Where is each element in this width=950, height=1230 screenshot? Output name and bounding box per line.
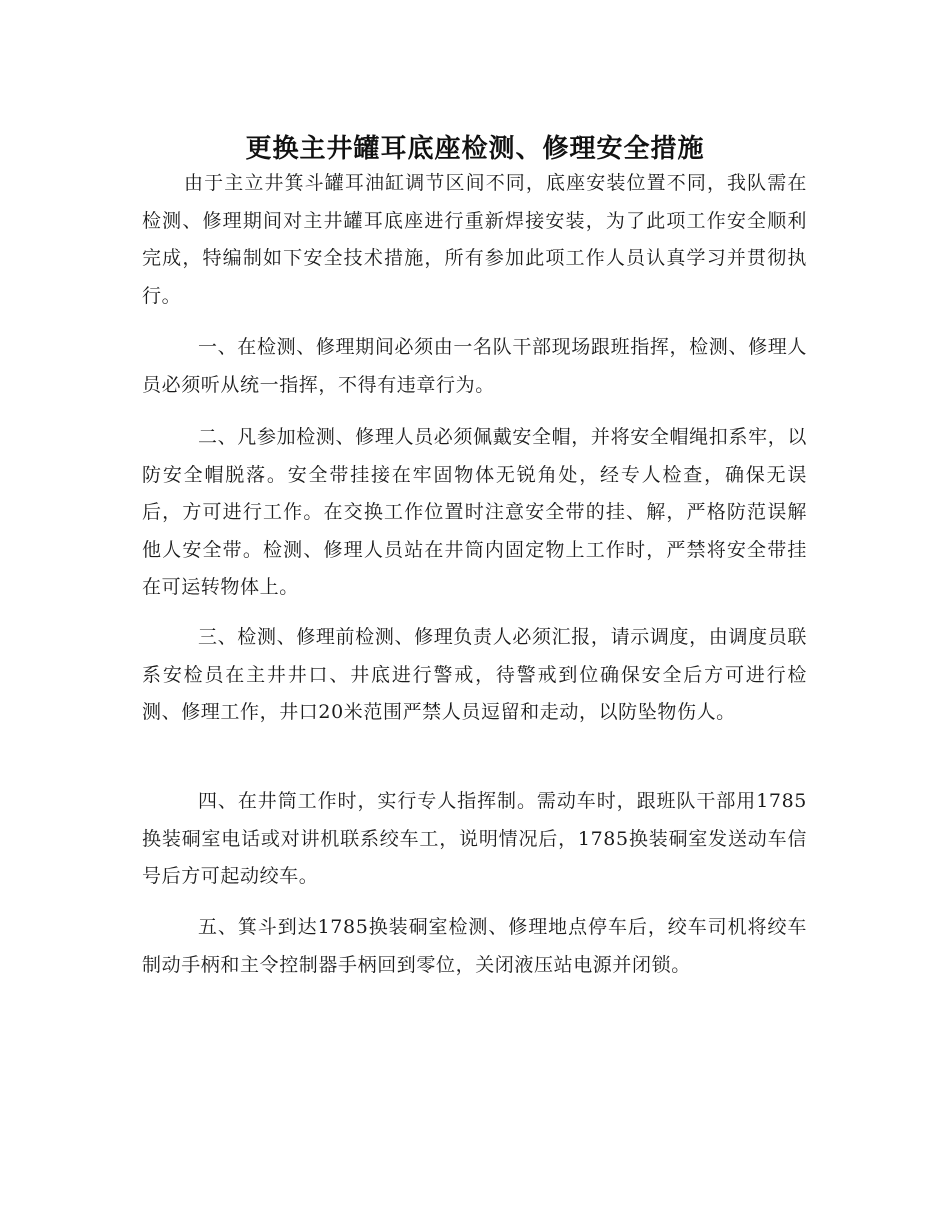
intro-paragraph: 由于主立井箕斗罐耳油缸调节区间不同，底座安装位置不同，我队需在检测、修理期间对主井罐耳底座进行重新焊接安装，为了此项工作安全顺利完成，特编制如下安全技术措施，所有参加此项工作人员认真学习并贯彻执行。 <box>142 172 807 307</box>
measure-paragraph-2: 二、凡参加检测、修理人员必须佩戴安全帽，并将安全帽绳扣系牢，以防安全帽脱落。安全带挂接在牢固物体无锐角处，经专人检查，确保无误后，方可进行工作。在交换工作位置时注意安全带的挂、解，严格防范误解他人安全带。检测、修理人员站在井筒内固定物上工作时，严禁将安全带挂在可运转物体上。 <box>142 426 807 598</box>
measure-paragraph-3: 三、检测、修理前检测、修理负责人必须汇报，请示调度，由调度员联系安检员在主井井口、井底进行警戒，待警戒到位确保安全后方可进行检测、修理工作，井口20米范围严禁人员逗留和走动，以防坠物伤人。 <box>142 626 807 723</box>
measure-paragraph-1: 一、在检测、修理期间必须由一名队干部现场跟班指挥，检测、修理人员必须听从统一指挥，不得有违章行为。 <box>142 336 807 396</box>
document-title: 更换主井罐耳底座检测、修理安全措施 <box>245 134 705 165</box>
measure-paragraph-4: 四、在井筒工作时，实行专人指挥制。需动车时，跟班队干部用1785换装硐室电话或对讲机联系绞车工，说明情况后，1785换装硐室发送动车信号后方可起动绞车。 <box>142 790 807 887</box>
measure-paragraph-5: 五、箕斗到达1785换装硐室检测、修理地点停车后，绞车司机将绞车制动手柄和主令控制器手柄回到零位，关闭液压站电源并闭锁。 <box>142 916 807 976</box>
